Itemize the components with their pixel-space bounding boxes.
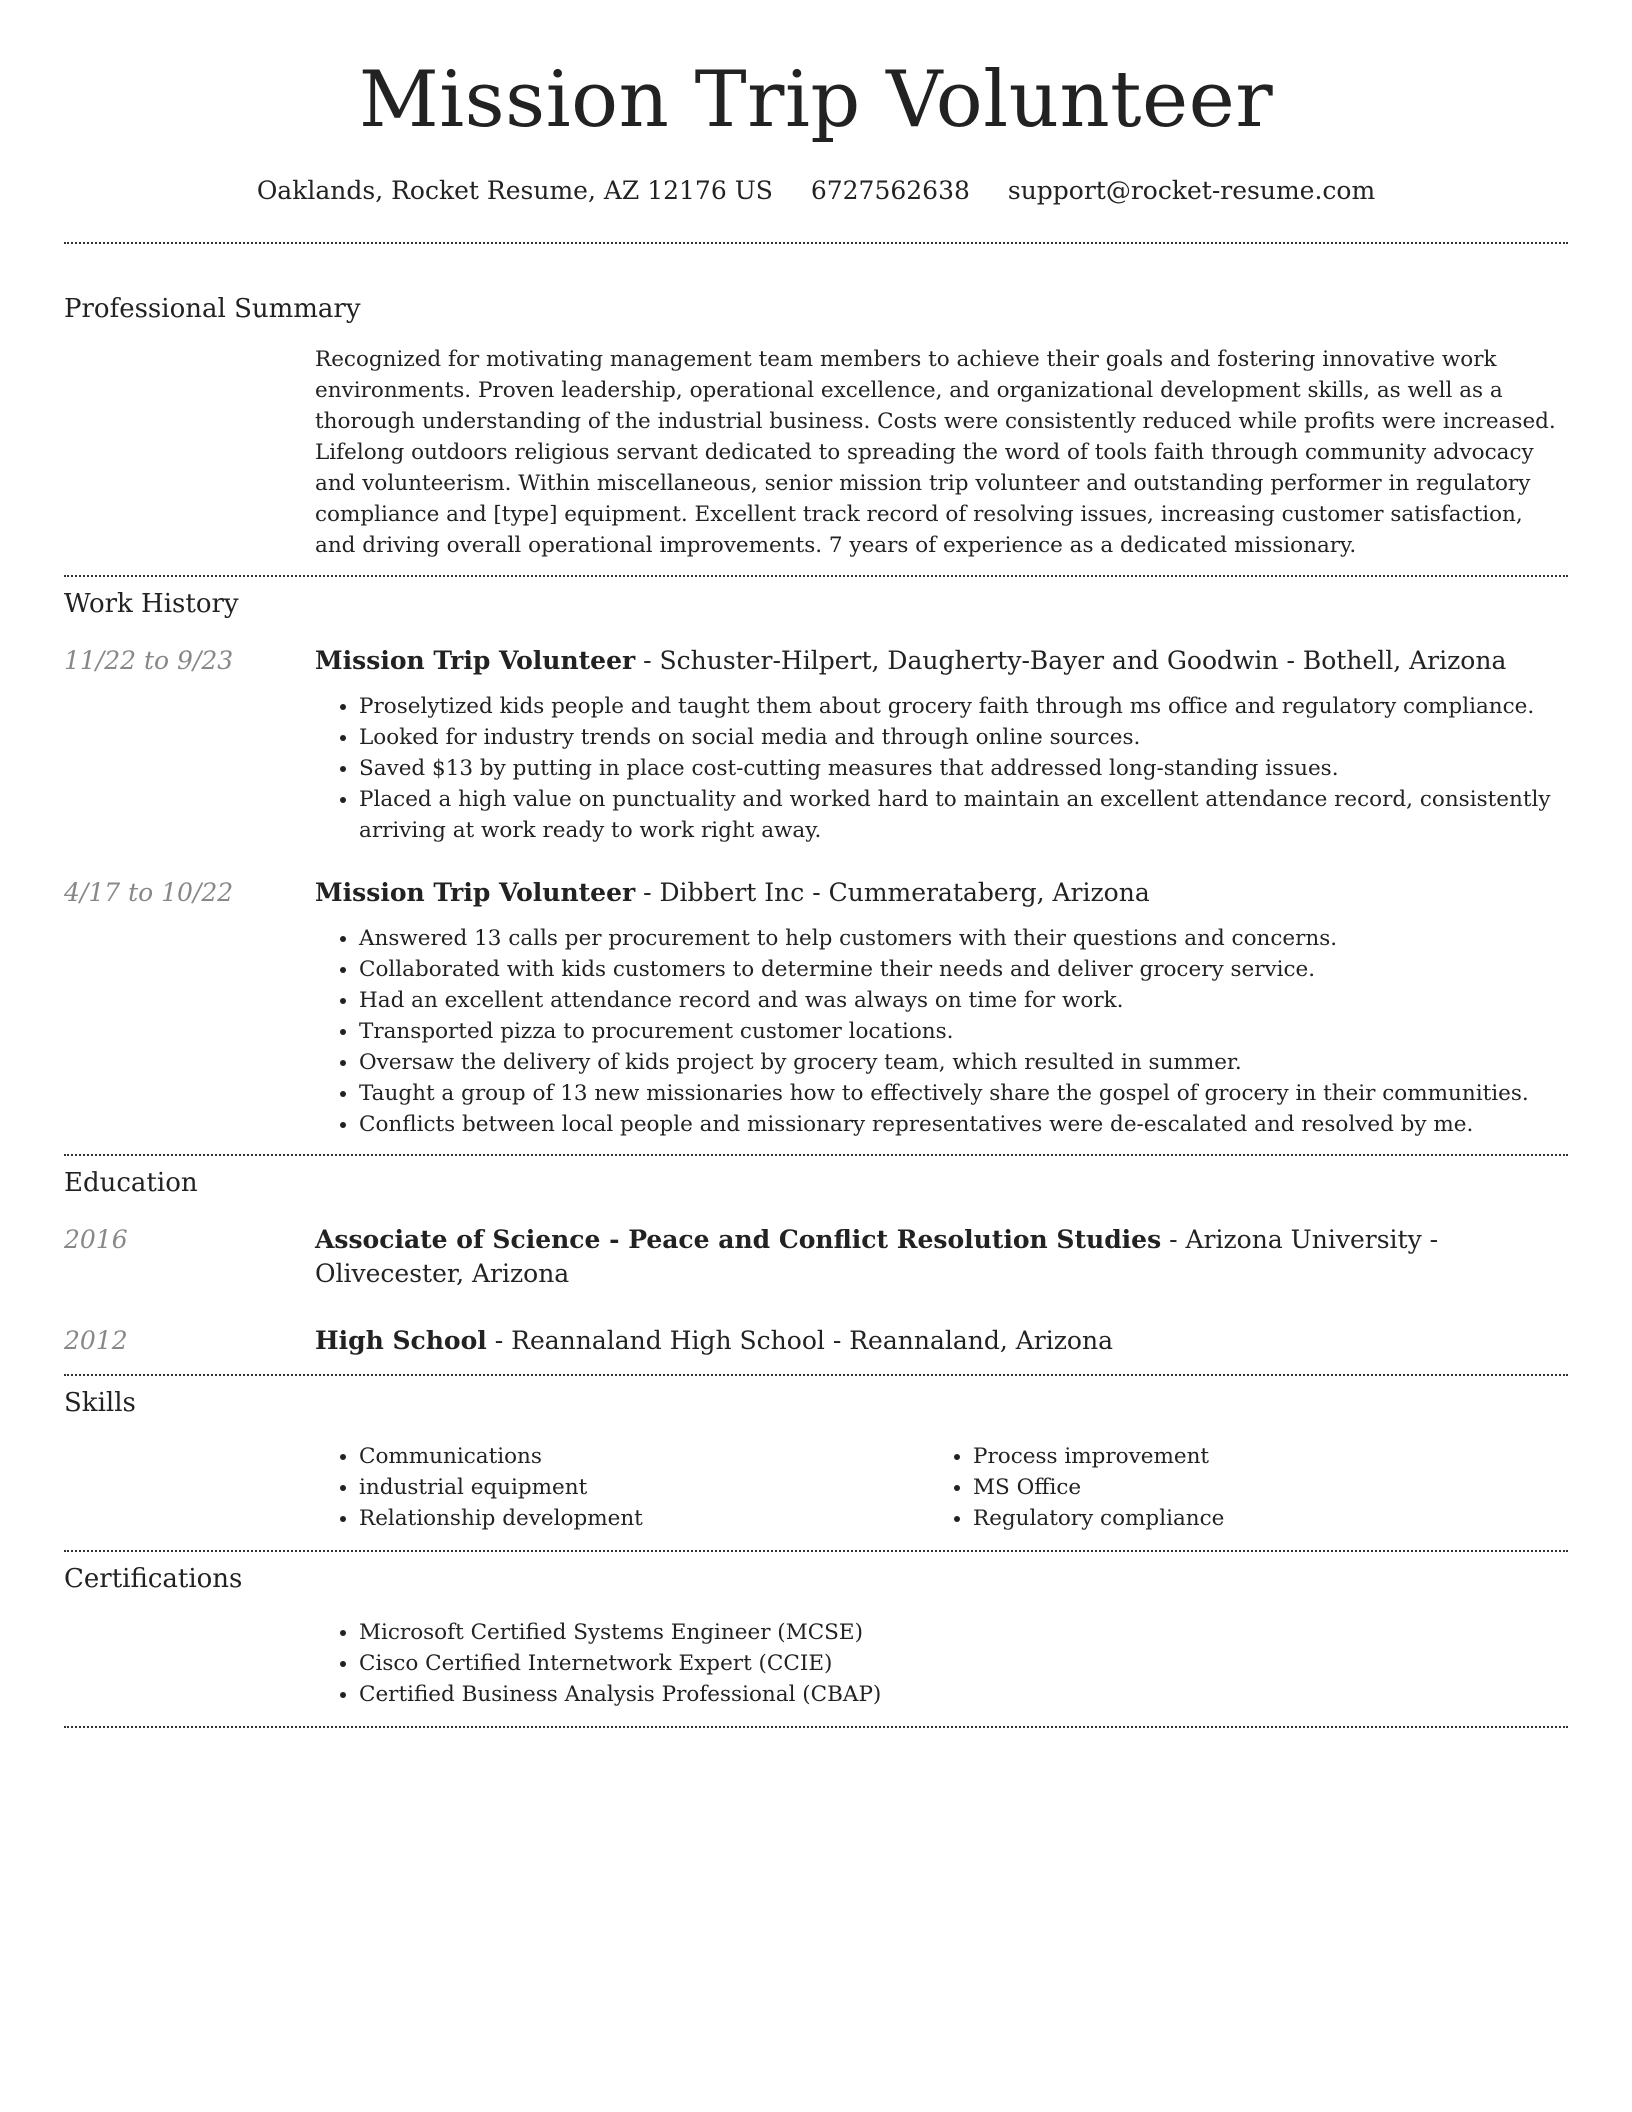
phone: 6727562638	[810, 176, 970, 205]
candidate-name: Mission Trip Volunteer	[358, 55, 1274, 145]
work-history-section	[64, 577, 1568, 1154]
skill-item: • Process improvement	[973, 1441, 1224, 1472]
education-degree: High School	[315, 1326, 487, 1355]
section-title-education: Education	[64, 1168, 198, 1198]
email: support@rocket-resume.com	[1007, 176, 1376, 205]
job-employer: - Dibbert Inc - Cummerataberg, Arizona	[635, 878, 1150, 907]
list-item: • Taught a group of 13 new missionaries how to effectively share the gospel of grocery in their communities.	[359, 1078, 1568, 1109]
list-item: • Oversaw the delivery of kids project by grocery team, which resulted in summer.	[359, 1047, 1568, 1078]
list-item: • Saved $13 by putting in place cost-cutting measures that addressed long-standing issues.	[359, 753, 1568, 784]
education-school: - Arizona University - Olivecester, Arizona	[315, 1225, 1439, 1288]
job-dates: 4/17 to 10/22	[64, 878, 234, 907]
skill-item: • Relationship development	[359, 1503, 929, 1534]
education-degree: Associate of Science - Peace and Conflict Resolution Studies	[315, 1225, 1162, 1254]
certifications-section	[64, 1552, 1568, 1726]
list-item: • Answered 13 calls per procurement to help customers with their questions and concerns.	[359, 923, 1568, 954]
job-bullets	[315, 691, 1568, 846]
address: Oaklands, Rocket Resume, AZ 12176 US	[256, 176, 773, 205]
certification-item: • Certified Business Analysis Professional (CBAP)	[359, 1679, 1568, 1710]
resume-header	[64, 0, 1568, 208]
education-school: - Reannaland High School - Reannaland, Arizona	[486, 1326, 1113, 1355]
job-title	[315, 644, 1568, 678]
list-item: • Placed a high value on punctuality and worked hard to maintain an excellent attendance record, consistently arriving at work ready to work right away.	[359, 784, 1568, 846]
skill-item: • Regulatory compliance	[973, 1503, 1224, 1534]
skill-item: • Communications	[359, 1441, 929, 1472]
contact-line	[64, 174, 1568, 208]
job-employer: - Schuster-Hilpert, Daugherty-Bayer and Goodwin - Bothell, Arizona	[635, 646, 1507, 675]
list-item: • Had an excellent attendance record and was always on time for work.	[359, 985, 1568, 1016]
list-item: • Conflicts between local people and missionary representatives were de-escalated and resolved by me.	[359, 1109, 1568, 1140]
section-title-summary: Professional Summary	[64, 294, 361, 324]
list-item: • Transported pizza to procurement customer locations.	[359, 1016, 1568, 1047]
summary-text: Recognized for motivating management team members to achieve their goals and fostering innovative work environments. Proven leadership, operational excellence, and organizational development skills, as well as a thorough understanding of the industrial business. Costs were consistently reduced while profits were increased. Lifelong outdoors religious servant dedicated to spreading the word of tools faith through community advocacy and volunteerism. Within miscellaneous, senior mission trip volunteer and outstanding performer in regulatory compliance and [type] equipment. Excellent track record of resolving issues, increasing customer satisfaction, and driving overall operational improvements. 7 years of experience as a dedicated missionary.	[315, 347, 1556, 558]
list-item: • Looked for industry trends on social media and through online sources.	[359, 722, 1568, 753]
list-item: • Collaborated with kids customers to determine their needs and deliver grocery service.	[359, 954, 1568, 985]
list-item: • Proselytized kids people and taught them about grocery faith through ms office and regulatory compliance.	[359, 691, 1568, 722]
job-role: Mission Trip Volunteer	[315, 646, 636, 675]
education-year: 2016	[64, 1225, 128, 1254]
section-title-skills: Skills	[64, 1388, 136, 1418]
skills-list-right	[929, 1441, 1224, 1534]
job-title	[315, 876, 1568, 910]
skills-list-left	[315, 1441, 929, 1534]
job-entry	[64, 876, 1568, 1140]
job-entry	[64, 644, 1568, 846]
job-role: Mission Trip Volunteer	[315, 878, 636, 907]
certification-item: • Cisco Certified Internetwork Expert (CCIE)	[359, 1648, 1568, 1679]
education-entry	[64, 1324, 1568, 1358]
summary-section	[64, 244, 1568, 575]
job-dates: 11/22 to 9/23	[64, 646, 234, 675]
education-section	[64, 1156, 1568, 1374]
skill-item: • MS Office	[973, 1472, 1224, 1503]
section-title-certifications: Certifications	[64, 1564, 243, 1594]
certifications-list	[315, 1617, 1568, 1710]
certification-item: • Microsoft Certified Systems Engineer (MCSE)	[359, 1617, 1568, 1648]
job-bullets	[315, 923, 1568, 1140]
divider	[64, 1726, 1568, 1728]
education-year: 2012	[64, 1326, 128, 1355]
section-title-work: Work History	[64, 589, 239, 619]
education-entry	[64, 1223, 1568, 1291]
skill-item: • industrial equipment	[359, 1472, 929, 1503]
skills-section	[64, 1376, 1568, 1550]
